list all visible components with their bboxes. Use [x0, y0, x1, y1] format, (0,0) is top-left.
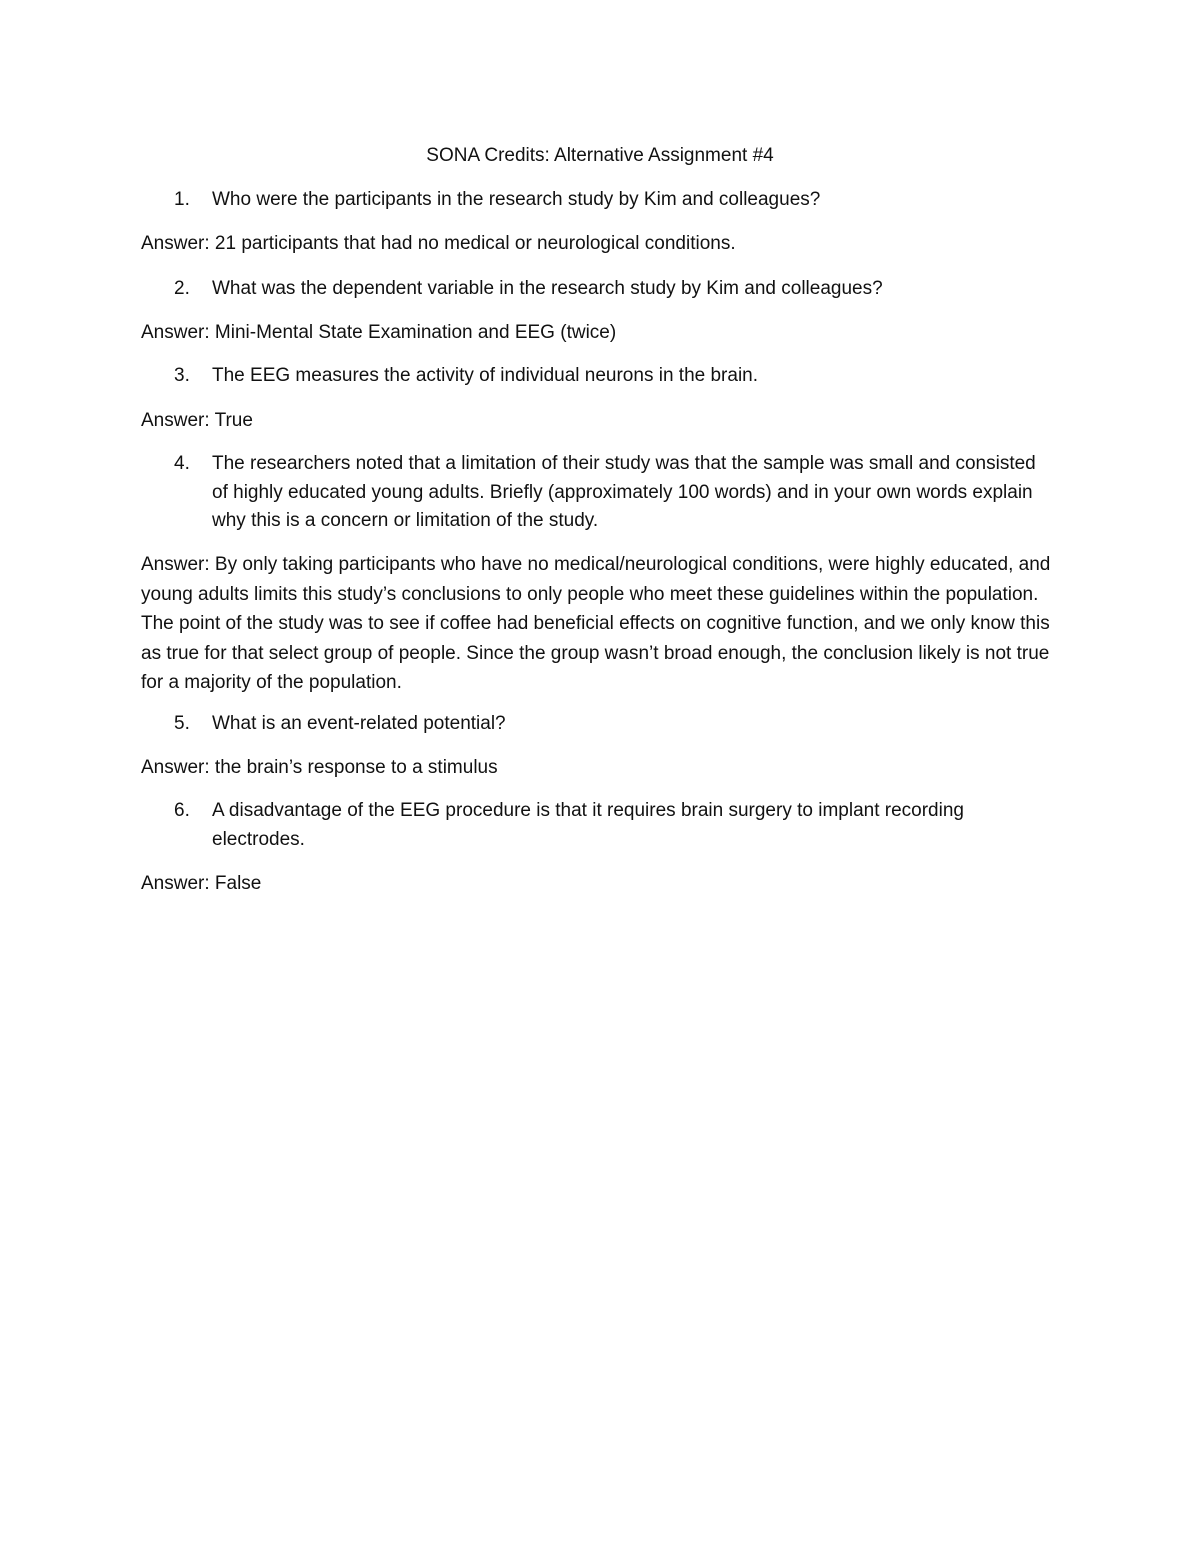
- question-number: 2.: [174, 278, 190, 299]
- question-text: What was the dependent variable in the research study by Kim and colleagues?: [212, 278, 883, 299]
- question-text: The EEG measures the activity of individual neurons in the brain.: [212, 365, 759, 386]
- answer-5: Answer: the brain’s response to a stimulus: [141, 757, 498, 778]
- question-number: 5.: [174, 713, 190, 734]
- answer-1: Answer: 21 participants that had no medical or neurological conditions.: [141, 233, 736, 254]
- question-number: 3.: [174, 365, 190, 386]
- document-title: SONA Credits: Alternative Assignment #4: [426, 145, 774, 166]
- answer-2: Answer: Mini-Mental State Examination and EEG (twice): [141, 322, 617, 343]
- question-number: 1.: [174, 189, 190, 210]
- answer-4: Answer: By only taking participants who have no medical/neurological conditions, were highly educated, and young adults limits this study’s conclusions to only people who meet these guidelines within the population. The point of the study was to see if coffee had beneficial effects on cognitive function, and we only know this as true for that select group of people. Since the group wasn’t broad enough, the conclusion likely is not true for a majority of the population.: [141, 554, 1051, 693]
- question-number: 4.: [174, 453, 190, 474]
- answer-3: Answer: True: [141, 410, 253, 431]
- question-text: What is an event-related potential?: [212, 713, 506, 734]
- question-text: Who were the participants in the research study by Kim and colleagues?: [212, 189, 821, 210]
- question-text: The researchers noted that a limitation of their study was that the sample was small and consisted of highly educated young adults. Briefly (approximately 100 words) and in your own words explain why this is a concern or limitation of the study.: [212, 453, 1036, 531]
- answer-6: Answer: False: [141, 873, 262, 894]
- question-number: 6.: [174, 800, 190, 821]
- question-text: A disadvantage of the EEG procedure is that it requires brain surgery to implant recording electrodes.: [212, 800, 964, 850]
